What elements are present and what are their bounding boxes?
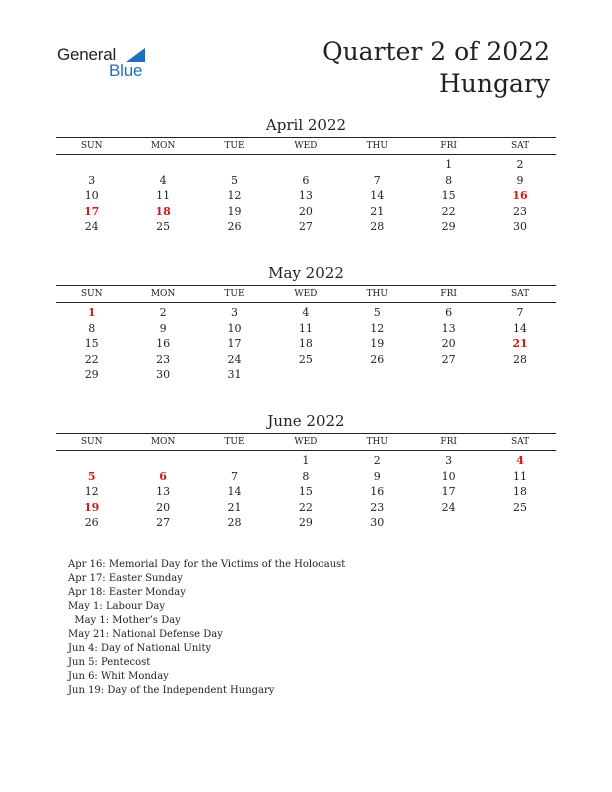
day-cell: 22 [84, 352, 99, 366]
day-cell: 9 [373, 469, 381, 483]
day-cell: 25 [298, 352, 313, 366]
day-cell: 19 [227, 204, 242, 218]
day-cell: 17 [227, 337, 242, 350]
day-cell: 20 [156, 500, 171, 514]
day-cell: 12 [370, 321, 385, 335]
day-cell: 5 [230, 173, 238, 187]
holiday-day: 19 [84, 500, 100, 514]
day-cell: 4 [302, 306, 310, 319]
day-cell: 7 [516, 306, 524, 319]
day-cell: 10 [441, 469, 456, 483]
day-cell: 3 [88, 173, 96, 187]
day-cell: 26 [370, 352, 385, 366]
day-cell: 10 [227, 321, 242, 335]
day-cell: 15 [441, 189, 456, 202]
empty-day [199, 453, 270, 469]
holiday-day: 4 [516, 454, 524, 467]
day-cell: 11 [156, 189, 171, 202]
day-cell: 25 [513, 500, 528, 514]
day-cell: 26 [84, 516, 99, 529]
day-cell: 1 [302, 454, 310, 467]
month-calendar [56, 264, 556, 383]
day-cell: 6 [445, 306, 453, 319]
day-cell: 6 [302, 173, 310, 187]
month-calendar [56, 412, 556, 531]
day-cell: 30 [156, 368, 171, 381]
holiday-item: Apr 16: Memorial Day for the Victims of the Holocaust [68, 559, 346, 570]
day-cell: 3 [230, 306, 238, 319]
day-cell: 22 [441, 204, 456, 218]
weekday-label: THU [366, 437, 388, 447]
month-calendar [56, 116, 556, 235]
weekday-header [56, 286, 556, 301]
day-cell: 1 [445, 158, 453, 171]
weekday-label: FRI [440, 141, 457, 151]
day-cell: 15 [298, 485, 313, 498]
holiday-day: 5 [87, 469, 96, 483]
day-cell: 14 [227, 485, 242, 498]
weekday-label: SUN [80, 289, 103, 299]
holiday-item: Apr 18: Easter Monday [68, 587, 186, 598]
day-cell: 18 [513, 485, 528, 498]
day-cell: 22 [298, 500, 313, 514]
day-cell: 24 [84, 220, 99, 233]
holiday-day: 1 [87, 306, 96, 319]
day-cell: 12 [227, 189, 242, 202]
day-cell: 16 [370, 485, 385, 498]
weekday-divider [56, 302, 556, 303]
day-cell: 16 [156, 337, 171, 350]
day-cell: 4 [159, 173, 167, 187]
weekday-label: WED [294, 141, 318, 151]
weekday-label: TUE [224, 437, 245, 447]
weekday-header [56, 138, 556, 153]
weekday-label: SAT [510, 437, 530, 447]
title-quarter: Quarter 2 of 2022 [322, 37, 550, 66]
day-cell: 18 [298, 337, 313, 350]
day-cell: 8 [302, 469, 310, 483]
title-country: Hungary [439, 69, 550, 98]
day-cell: 9 [516, 173, 524, 187]
logo-word-general: General [57, 45, 117, 64]
weekday-header [56, 434, 556, 449]
day-cell: 28 [227, 516, 242, 529]
weekday-label: SUN [80, 141, 103, 151]
weekday-label: MON [150, 141, 176, 151]
empty-day [270, 157, 341, 173]
day-cell: 2 [159, 306, 167, 319]
day-cell: 27 [156, 516, 171, 529]
holiday-day: 6 [159, 469, 167, 483]
weekday-label: WED [294, 289, 318, 299]
day-cell: 24 [441, 500, 456, 514]
weekday-label: FRI [440, 437, 457, 447]
day-cell: 14 [370, 189, 385, 202]
day-grid [56, 157, 556, 235]
day-cell: 11 [513, 469, 528, 483]
day-cell: 28 [513, 352, 528, 366]
holiday-list [68, 558, 345, 698]
logo-word-blue: Blue [109, 61, 143, 80]
day-cell: 29 [298, 516, 313, 529]
day-cell: 3 [445, 454, 453, 467]
holiday-item: May 21: National Defense Day [68, 629, 223, 640]
day-cell: 12 [84, 485, 99, 498]
holiday-item: Jun 19: Day of the Independent Hungary [68, 685, 275, 696]
holiday-item: Jun 5: Pentecost [68, 657, 151, 668]
day-grid [56, 453, 556, 531]
weekday-label: TUE [224, 289, 245, 299]
day-grid [56, 305, 556, 383]
holiday-day: 16 [512, 189, 528, 202]
day-cell: 21 [370, 204, 385, 218]
day-cell: 26 [227, 220, 242, 233]
day-cell: 23 [156, 352, 171, 366]
holiday-item: May 1: Labour Day [68, 601, 165, 612]
day-cell: 15 [84, 337, 99, 350]
day-cell: 23 [370, 500, 385, 514]
holiday-day: 18 [155, 204, 171, 218]
day-cell: 7 [373, 173, 381, 187]
weekday-label: TUE [224, 141, 245, 151]
day-cell: 8 [445, 173, 453, 187]
weekday-label: MON [150, 289, 176, 299]
weekday-label: FRI [440, 289, 457, 299]
day-cell: 17 [441, 485, 456, 498]
day-cell: 2 [516, 158, 524, 171]
weekday-label: THU [366, 141, 388, 151]
empty-day [342, 157, 413, 173]
day-cell: 29 [441, 220, 456, 233]
day-cell: 7 [230, 469, 238, 483]
weekday-label: SAT [510, 141, 530, 151]
month-title: April 2022 [265, 116, 347, 134]
page-title [322, 36, 550, 100]
day-cell: 9 [159, 321, 167, 335]
holiday-item: May 1: Mother’s Day [68, 615, 181, 626]
day-cell: 21 [227, 500, 242, 514]
day-cell: 19 [370, 337, 385, 350]
empty-day [127, 157, 198, 173]
month-title: June 2022 [267, 412, 345, 430]
day-cell: 30 [370, 516, 385, 529]
logo-triangle-icon [126, 48, 145, 62]
holiday-day: 17 [84, 204, 100, 218]
generalblue-logo [57, 44, 167, 80]
weekday-label: WED [294, 437, 318, 447]
empty-day [56, 453, 127, 469]
weekday-divider [56, 450, 556, 451]
day-cell: 27 [441, 352, 456, 366]
holiday-item: Apr 17: Easter Sunday [68, 573, 183, 584]
month-title: May 2022 [268, 264, 344, 282]
day-cell: 13 [156, 485, 171, 498]
weekday-label: SAT [510, 289, 530, 299]
day-cell: 5 [373, 306, 381, 319]
day-cell: 23 [513, 204, 528, 218]
day-cell: 10 [84, 189, 99, 202]
day-cell: 27 [298, 220, 313, 233]
holiday-day: 21 [512, 337, 528, 350]
empty-day [56, 157, 127, 173]
weekday-label: THU [366, 289, 388, 299]
empty-day [199, 157, 270, 173]
holiday-item: Jun 6: Whit Monday [68, 671, 169, 682]
weekday-label: MON [150, 437, 176, 447]
day-cell: 13 [298, 189, 313, 202]
day-cell: 25 [156, 220, 171, 233]
day-cell: 20 [298, 204, 313, 218]
day-cell: 20 [441, 337, 456, 350]
day-cell: 31 [227, 368, 242, 381]
day-cell: 11 [298, 321, 313, 335]
day-cell: 24 [227, 352, 242, 366]
weekday-label: SUN [80, 437, 103, 447]
day-cell: 14 [513, 321, 528, 335]
day-cell: 29 [84, 368, 99, 381]
day-cell: 13 [441, 321, 456, 335]
day-cell: 28 [370, 220, 385, 233]
day-cell: 8 [88, 321, 96, 335]
day-cell: 2 [373, 454, 381, 467]
day-cell: 30 [513, 220, 528, 233]
holiday-item: Jun 4: Day of National Unity [68, 643, 212, 654]
empty-day [127, 453, 198, 469]
weekday-divider [56, 154, 556, 155]
